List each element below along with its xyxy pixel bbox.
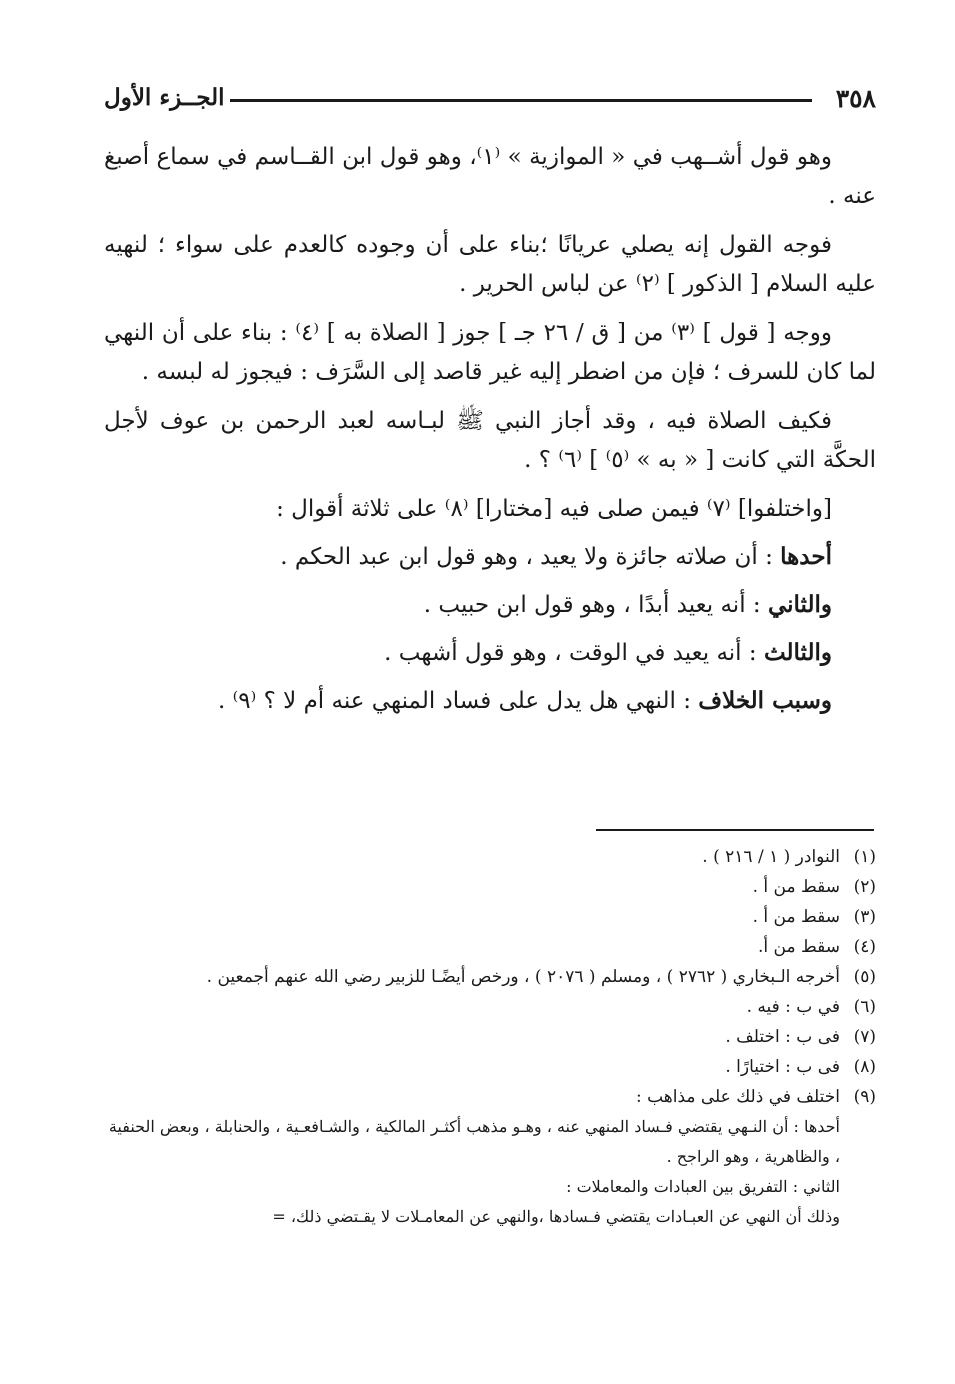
disagreement-cause-lead: وسبب الخلاف xyxy=(698,687,832,714)
footnote-9 xyxy=(104,1082,876,1112)
footnote-text: سقط من أ. xyxy=(758,937,840,957)
opinion-2-text: : أنه يعيد أبدًا ، وهو قول ابن حبيب . xyxy=(423,592,761,618)
opinion-1-lead: أحدها xyxy=(780,543,832,570)
footnote-4 xyxy=(104,932,876,962)
footnote-text: اختلف في ذلك على مذاهب : xyxy=(635,1087,840,1107)
footnote-9-line-2: الثاني : التفريق بين العبادات والمعاملات : xyxy=(566,1177,840,1196)
footnote-2 xyxy=(104,872,876,902)
footnote-number: (٨) xyxy=(853,1057,876,1077)
opinion-2 xyxy=(104,585,832,625)
opinion-1 xyxy=(104,537,832,577)
footnote-number: (٤) xyxy=(853,937,876,957)
footnote-6 xyxy=(104,992,876,1022)
footnote-number: (٩) xyxy=(853,1087,876,1107)
paragraph-4: فكيف الصلاة فيه ، وقد أجاز النبي ﷺ لبـاسه لعبد الرحمن بن عوف لأجل الحكَّة التي كانت [ « به » ⁽٥⁾ ] ⁽٦⁾ ؟ . xyxy=(104,408,876,473)
footnote-text: فى ب : اختلف . xyxy=(725,1027,840,1047)
opinion-2-lead: والثاني xyxy=(767,591,832,618)
footnote-text: النوادر ( ١ / ٢١٦ ) . xyxy=(702,847,840,867)
footnote-3 xyxy=(104,902,876,932)
footnote-number: (٢) xyxy=(853,877,876,897)
footnote-text: سقط من أ . xyxy=(752,877,840,897)
main-text xyxy=(104,138,876,729)
footnote-text: فى ب : اختيارًا . xyxy=(725,1057,840,1077)
paragraph-3: ووجه [ قول ] ⁽٣⁾ من [ ق / ٢٦ جـ ] جوز [ الصلاة به ] ⁽٤⁾ : بناء على أن النهي لما كان للسرف ؛ فإن من اضطر إليه غير قاصد إلى السَّرَف : فيجوز له لبسه . xyxy=(104,320,876,385)
footnote-text: في ب : فيه . xyxy=(746,997,840,1017)
page-number: ٣٥٨ xyxy=(835,84,876,113)
footnote-text: سقط من أ . xyxy=(752,907,840,927)
footnote-1 xyxy=(104,842,876,872)
opinion-3-text: : أنه يعيد في الوقت ، وهو قول أشهب . xyxy=(384,640,757,666)
footnote-9-line-1: أحدها : أن النـهي يقتضي فـساد المنهي عنه ، وهـو مذهب أكثـر المالكية ، والشـافعـية ، والحنابلة ، وبعض الحنفية ، والظاهرية ، وهو الراجح . xyxy=(108,1117,840,1166)
footnote-number: (٧) xyxy=(853,1027,876,1047)
footnote-9-line-3: وذلك أن النهي عن العبـادات يقتضي فـسادها ،والنهي عن المعامـلات لا يقـتضي ذلك، = xyxy=(272,1207,840,1226)
opinion-3 xyxy=(104,633,832,673)
footnote-number: (٥) xyxy=(853,967,876,987)
footnote-5 xyxy=(104,962,876,992)
disagreement-cause-text: : النهي هل يدل على فساد المنهي عنه أم لا ؟ ⁽٩⁾ . xyxy=(218,688,691,714)
disagreement-cause xyxy=(104,681,832,721)
footnote-7 xyxy=(104,1022,876,1052)
paragraph-1: وهو قول أشــهب في « الموازية » ⁽١⁾، وهو قول ابن القــاسم في سماع أصبغ عنه . xyxy=(104,144,876,209)
header-rule xyxy=(230,99,812,102)
footnote-number: (٣) xyxy=(853,907,876,927)
paragraph-2: فوجه القول إنه يصلي عريانًا ؛بناء على أن وجوده كالعدم على سواء ؛ لنهيه عليه السلام [ الذكور ] ⁽٢⁾ عن لباس الحرير . xyxy=(104,232,876,297)
opinion-3-lead: والثالث xyxy=(763,639,832,666)
footnotes xyxy=(104,842,876,1232)
footnote-text: أخرجه الـبخاري ( ٢٧٦٢ ) ، ومسلم ( ٢٠٧٦ ) ، ورخص أيضًـا للزبير رضي الله عنهم أجمعين . xyxy=(206,967,840,987)
paragraph-5: [واختلفوا] ⁽٧⁾ فيمن صلى فيه [مختارا] ⁽٨⁾ على ثلاثة أقوال : xyxy=(276,496,832,522)
opinion-1-text: : أن صلاته جائزة ولا يعيد ، وهو قول ابن عبد الحكم . xyxy=(280,544,773,570)
running-title: الجــزء الأول xyxy=(104,84,225,111)
page-header xyxy=(104,84,876,120)
footnote-number: (٦) xyxy=(853,997,876,1017)
footnote-number: (١) xyxy=(853,847,876,867)
footnote-8 xyxy=(104,1052,876,1082)
footnote-separator xyxy=(596,829,874,831)
